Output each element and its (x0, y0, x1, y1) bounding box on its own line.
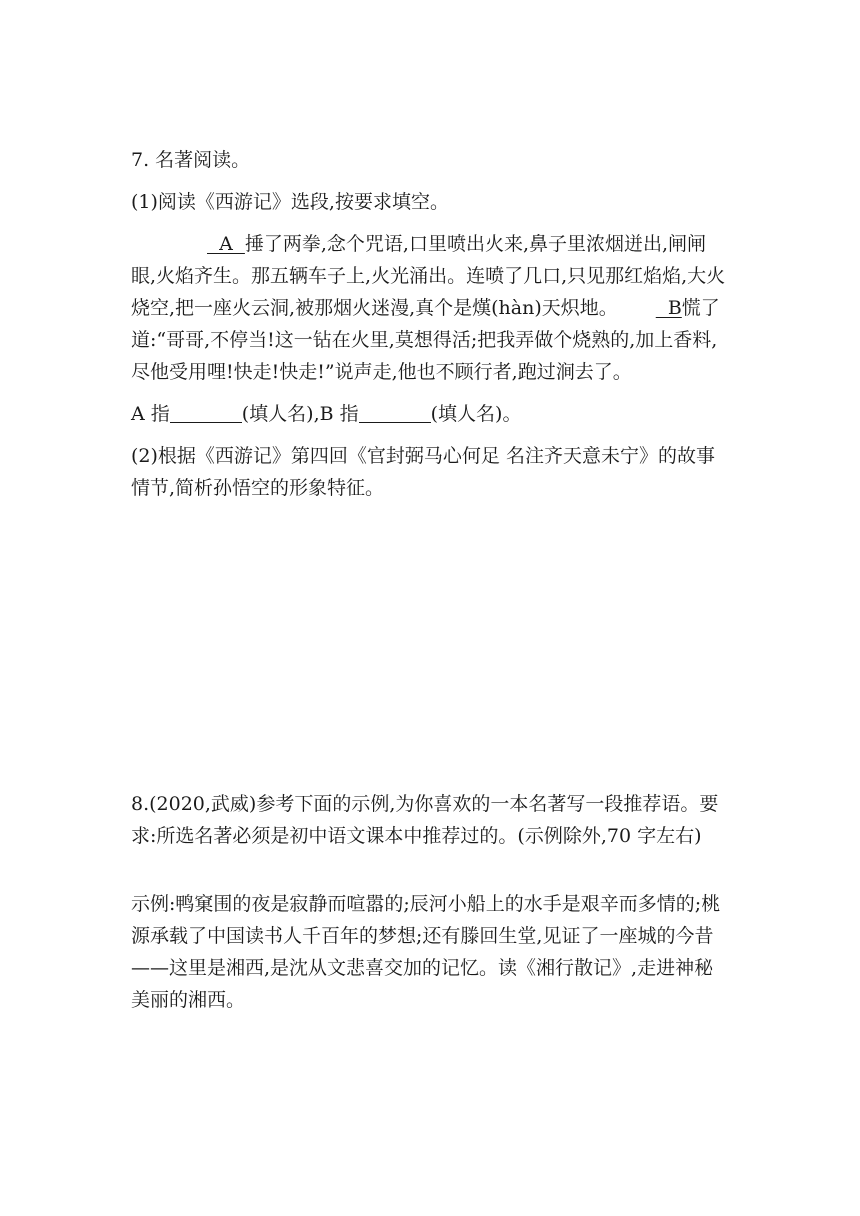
blank-a: A (207, 233, 245, 255)
question-8-example: 示例:鸭窠围的夜是寂静而喧嚣的;辰河小船上的水手是艰辛而多情的;桃源承载了中国读书人千百年的梦想;还有滕回生堂,见证了一座城的今昔——这里是湘西,是沈从文悲喜交加的记忆。读《湘行散记》,走进神秘美丽的湘西。 (131, 893, 721, 1011)
fill-in-line (131, 398, 731, 430)
answer-blank-b[interactable] (359, 402, 431, 423)
passage-text-2: 慌了道:“哥哥,不停当!这一钻在火里,莫想得活;把我弄做个烧熟的,加上香料,尽他受用哩!快走!快走!”说声走,他也不顾行者,跑过涧去了。 (131, 297, 720, 383)
question-7-part-1-prompt: (1)阅读《西游记》选段,按要求填空。 (131, 191, 449, 213)
blank-b: B (655, 297, 682, 319)
fill-end: (填人名)。 (430, 403, 522, 425)
fill-label-b: (填人名),B 指 (241, 403, 359, 425)
question-8-prompt: 8.(2020,武威)参考下面的示例,为你喜欢的一本名著写一段推荐语。要求:所选名著必须是初中语文课本中推荐过的。(示例除外,70 字左右) (131, 793, 719, 847)
passage-text-1: 捶了两拳,念个咒语,口里喷出火来,鼻子里浓烟迸出,闸闸眼,火焰齐生。那五辆车子上,火光涌出。连喷了几口,只见那红焰焰,大火烧空,把一座火云洞,被那烟火迷漫,真个是熯(hàn)天炽地。 (131, 233, 726, 319)
answer-blank-a[interactable] (170, 402, 242, 423)
question-7-part-2-prompt: (2)根据《西游记》第四回《官封弼马心何足 名注齐天意未宁》的故事情节,简析孙悟空的形象特征。 (131, 445, 715, 499)
passage-excerpt (131, 228, 731, 388)
question-7-title: 7. 名著阅读。 (131, 149, 251, 171)
fill-label-a: A 指 (131, 403, 170, 425)
